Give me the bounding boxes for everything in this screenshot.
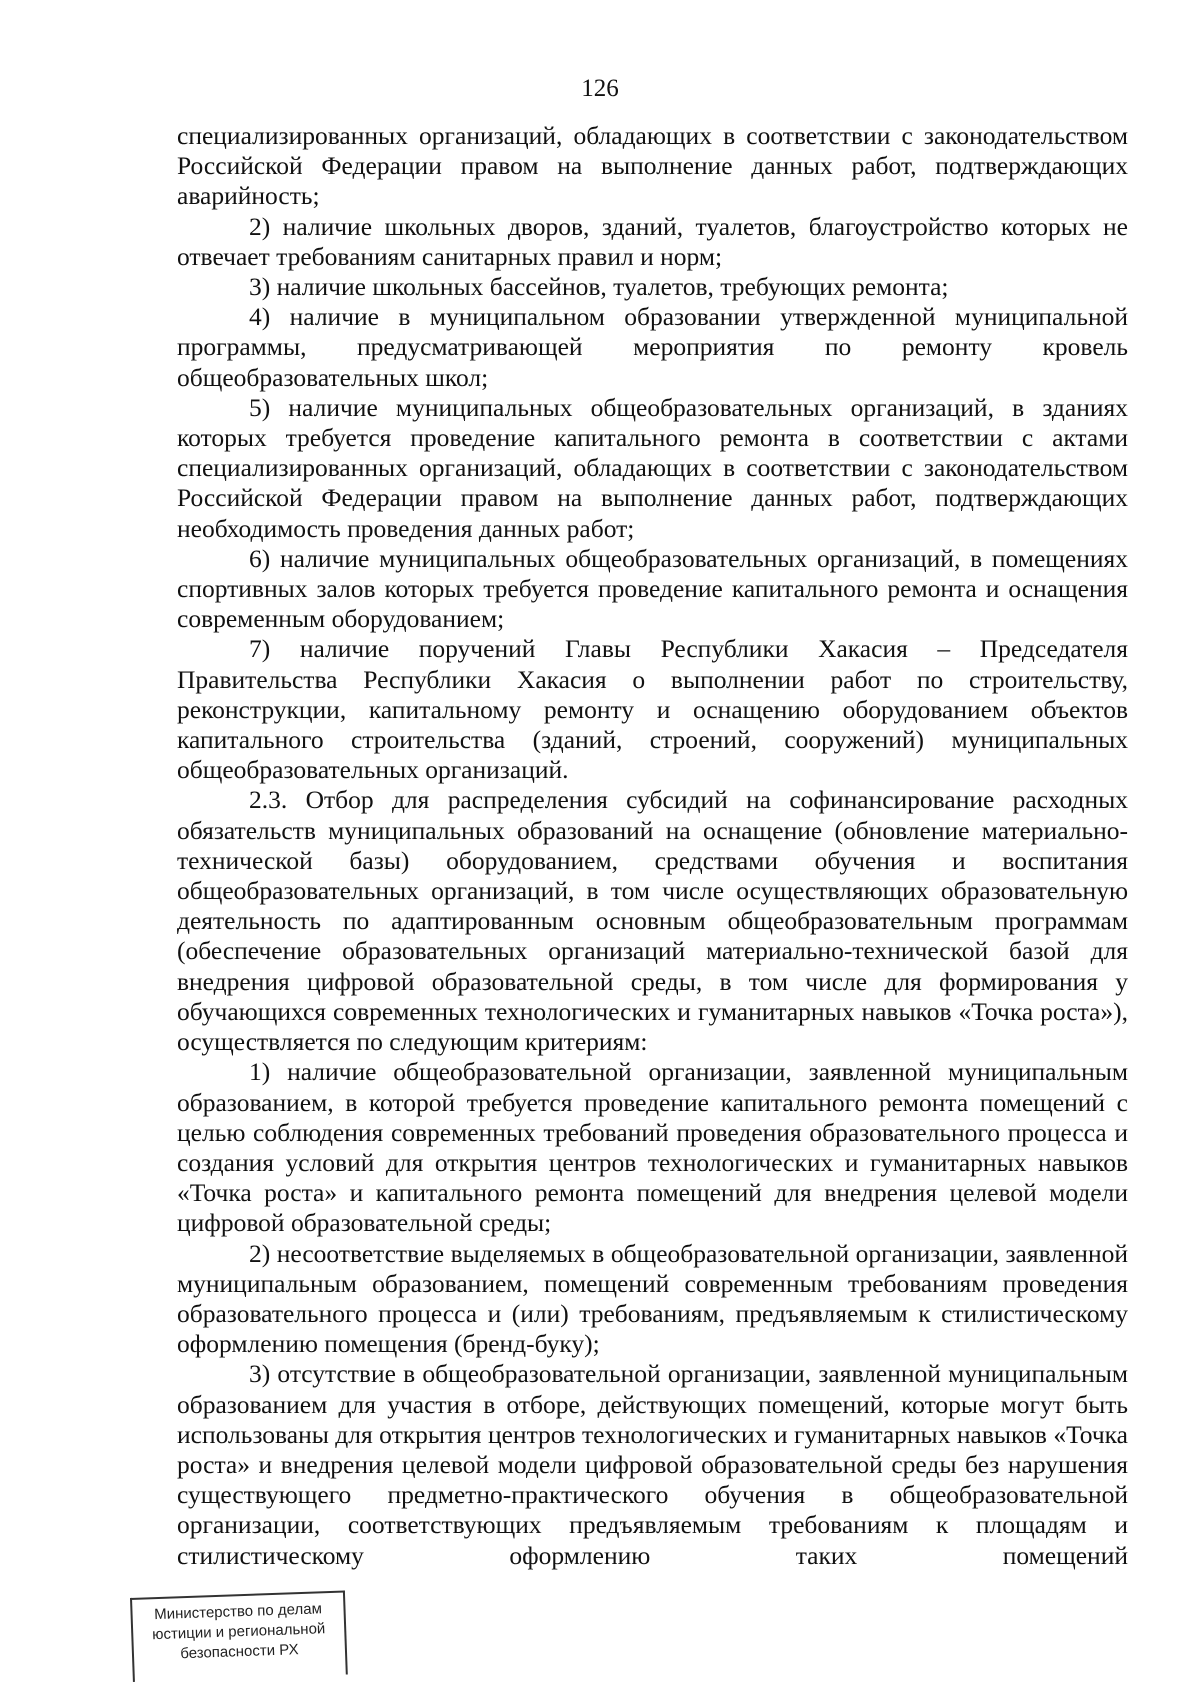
paragraph-2: 2) наличие школьных дворов, зданий, туалетов, благоустройство которых не отвечает требованиям санитарных правил и норм; [177, 211, 1128, 271]
paragraph-11: 3) отсутствие в общеобразовательной организации, заявленной муниципальным образованием для участия в отборе, действующих помещений, которые могут быть использованы для открытия центров технологических и гуманитарных навыков «Точка роста» и внедрения целевой модели цифровой образовательной среды без нарушения существующего предметно-практического обучения в общеобразовательной организации, соответствующих предъявляемым требованиям к площадям и стилистическому оформлению таких помещений [177, 1359, 1128, 1570]
stamp-line-3: безопасности РХ [180, 1641, 299, 1663]
paragraph-5: 5) наличие муниципальных общеобразовательных организаций, в зданиях которых требуется проведение капитального ремонта в соответствии с актами специализированных организаций, обладающих в соответствии с законодательством Российской Федерации правом на выполнение данных работ, подтверждающих необходимость проведения данных работ; [177, 392, 1128, 543]
paragraph-3: 3) наличие школьных бассейнов, туалетов, требующих ремонта; [249, 272, 949, 302]
paragraph-9: 1) наличие общеобразовательной организации, заявленной муниципальным образованием, в которой требуется проведение капитального ремонта помещений с целью соблюдения современных требований проведения образовательного процесса и создания условий для открытия центров технологических и гуманитарных навыков «Точка роста» и капитального ремонта помещений для внедрения целевой модели цифровой образовательной среды; [177, 1057, 1128, 1238]
stamp-line-1: Министерство по делам [153, 1600, 323, 1624]
document-body [177, 121, 1128, 1571]
stamp-line-2: юстиции и региональной [151, 1620, 326, 1644]
paragraph-4: 4) наличие в муниципальном образовании утвержденной муниципальной программы, предусматривающей мероприятия по ремонту кровель общеобразовательных школ; [177, 302, 1128, 392]
paragraph-1: специализированных организаций, обладающих в соответствии с законодательством Российской Федерации правом на выполнение данных работ, подтверждающих аварийность; [177, 121, 1128, 211]
paragraph-6: 6) наличие муниципальных общеобразовательных организаций, в помещениях спортивных залов которых требуется проведение капитального ремонта и оснащения современным оборудованием; [177, 543, 1128, 634]
paragraph-7: 7) наличие поручений Главы Республики Хакасия – Председателя Правительства Республики Хакасия о выполнении работ по строительству, реконструкции, капитальному ремонту и оснащению оборудованием объектов капитального строительства (зданий, строений, сооружений) муниципальных общеобразовательных организаций. [177, 634, 1128, 785]
page-number: 126 [581, 75, 619, 102]
paragraph-10: 2) несоответствие выделяемых в общеобразовательной организации, заявленной муниципальным образованием, помещений современным требованиям проведения образовательного процесса и (или) требованиям, предъявляемым к стилистическому оформлению помещения (бренд-буку); [177, 1238, 1128, 1359]
registration-stamp [130, 1590, 348, 1681]
paragraph-8: 2.3. Отбор для распределения субсидий на софинансирование расходных обязательств муниципальных образований на оснащение (обновление материально-технической базы) оборудованием, средствами обучения и воспитания общеобразовательных организаций, в том числе осуществляющих образовательную деятельность по адаптированным основным общеобразовательным программам (обеспечение образовательных организаций материально-технической базой для внедрения цифровой образовательной среды, в том числе для формирования у обучающихся современных технологических и гуманитарных навыков «Точка роста»), осуществляется по следующим критериям: [177, 785, 1128, 1057]
